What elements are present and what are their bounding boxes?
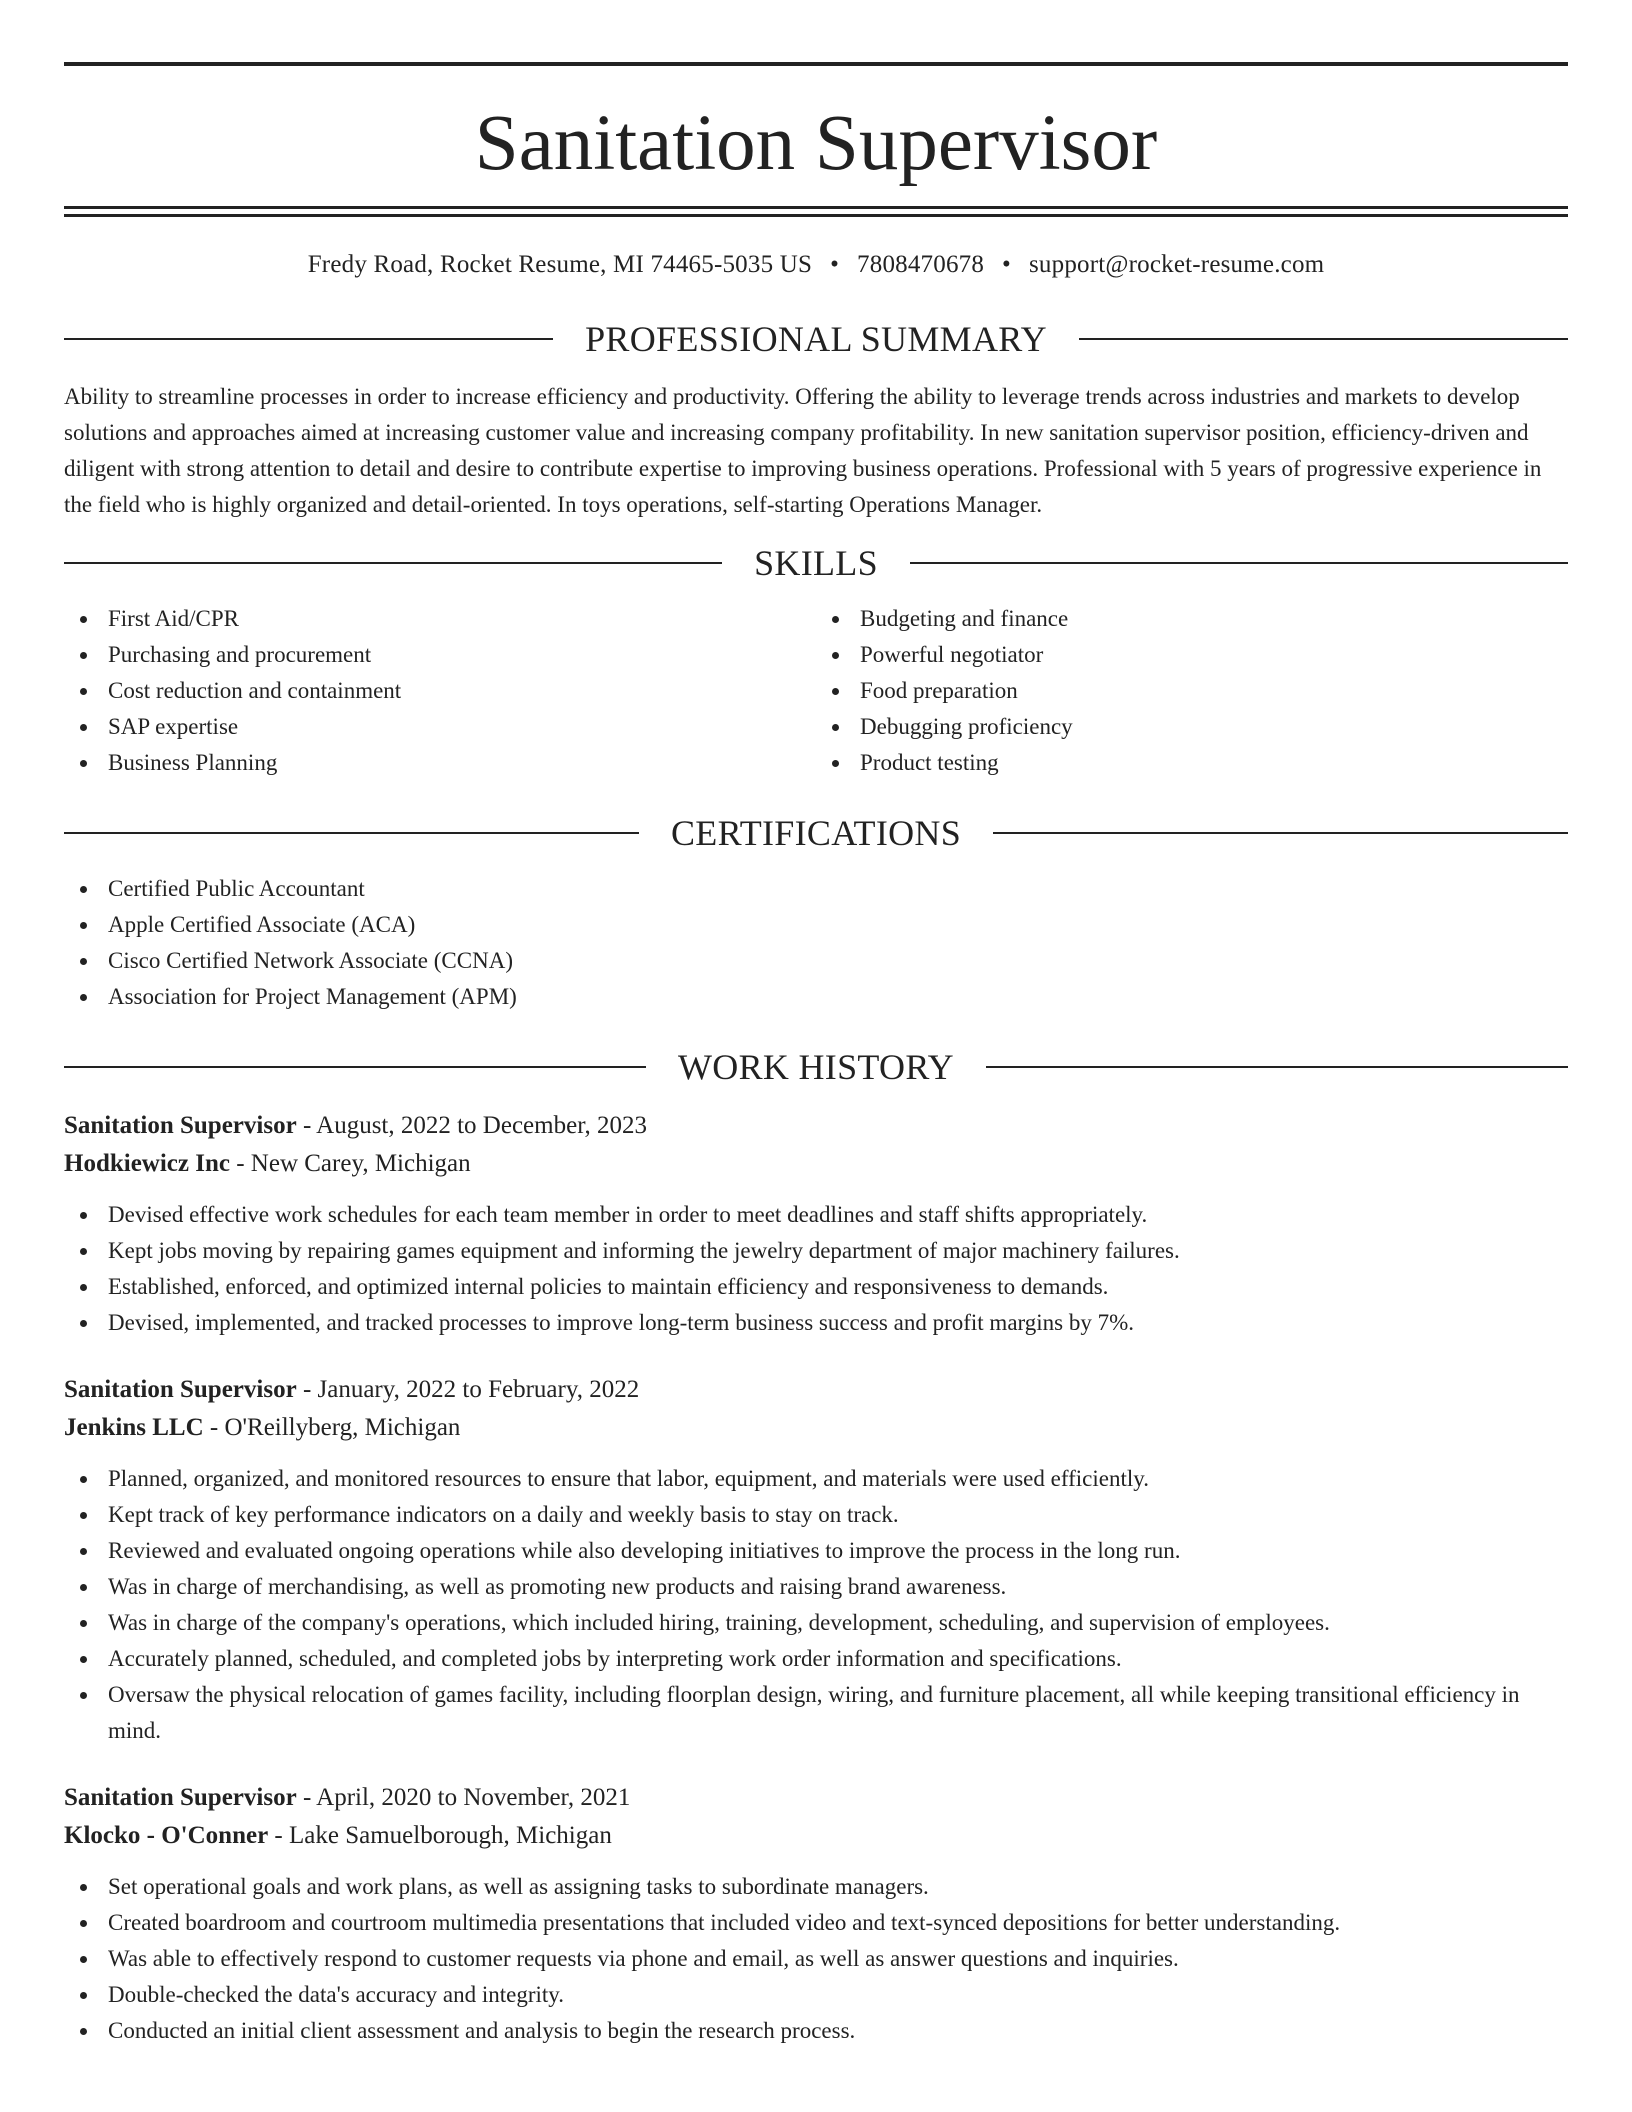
skills-columns	[64, 601, 1568, 781]
job-company: Klocko - O'Conner	[64, 1822, 269, 1849]
job-entry	[64, 1371, 1568, 1749]
skill-item: Product testing	[816, 745, 1568, 781]
contact-address: Fredy Road, Rocket Resume, MI 74465-5035 US	[307, 251, 813, 278]
title-double-rule	[64, 206, 1568, 217]
summary-heading: PROFESSIONAL SUMMARY	[585, 319, 1047, 359]
job-bullet: Devised, implemented, and tracked processes to improve long-term business success and profit margins by 7%.	[64, 1305, 1568, 1341]
job-dates: - August, 2022 to December, 2023	[296, 1112, 648, 1139]
job-bullet: Established, enforced, and optimized internal policies to maintain efficiency and responsiveness to demands.	[64, 1269, 1568, 1305]
certification-item: Apple Certified Associate (ACA)	[64, 907, 1568, 943]
skill-item: First Aid/CPR	[64, 601, 816, 637]
job-dates: - January, 2022 to February, 2022	[296, 1376, 640, 1403]
job-bullet: Oversaw the physical relocation of games facility, including floorplan design, wiring, and furniture placement, all while keeping transitional efficiency in mind.	[64, 1677, 1568, 1749]
resume-title: Sanitation Supervisor	[474, 100, 1158, 187]
job-dates: - April, 2020 to November, 2021	[296, 1784, 631, 1811]
job-bullet: Devised effective work schedules for each team member in order to meet deadlines and staff shifts appropriately.	[64, 1197, 1568, 1233]
job-company-line	[64, 1409, 1568, 1447]
skills-heading: SKILLS	[754, 543, 878, 583]
job-bullet: Was in charge of the company's operations, which included hiring, training, development, scheduling, and supervision of employees.	[64, 1605, 1568, 1641]
job-location: - Lake Samuelborough, Michigan	[268, 1822, 612, 1849]
divider	[910, 562, 1568, 564]
job-location: - O'Reillyberg, Michigan	[203, 1414, 461, 1441]
job-location: - New Carey, Michigan	[229, 1150, 471, 1177]
job-bullet: Double-checked the data's accuracy and integrity.	[64, 1977, 1568, 2013]
work-heading: WORK HISTORY	[678, 1047, 954, 1087]
contact-separator: •	[830, 251, 840, 278]
divider	[64, 338, 553, 340]
certification-item: Certified Public Accountant	[64, 871, 1568, 907]
divider	[986, 1066, 1568, 1068]
divider	[64, 562, 722, 564]
job-entry	[64, 1779, 1568, 2049]
job-bullet: Kept jobs moving by repairing games equipment and informing the jewelry department of major machinery failures.	[64, 1233, 1568, 1269]
certifications-section-header	[64, 815, 1568, 851]
job-title-line	[64, 1371, 1568, 1409]
divider	[64, 832, 639, 834]
summary-section-header	[64, 321, 1568, 357]
certification-item: Cisco Certified Network Associate (CCNA)	[64, 943, 1568, 979]
job-company-line	[64, 1145, 1568, 1183]
contact-line	[64, 251, 1568, 281]
certifications-list	[64, 871, 1568, 1015]
job-bullet: Set operational goals and work plans, as well as assigning tasks to subordinate managers.	[64, 1869, 1568, 1905]
divider	[64, 1066, 646, 1068]
job-title-line	[64, 1107, 1568, 1145]
job-company-line	[64, 1817, 1568, 1855]
job-bullet: Created boardroom and courtroom multimedia presentations that included video and text-synced depositions for better understanding.	[64, 1905, 1568, 1941]
skill-item: Business Planning	[64, 745, 816, 781]
job-bullet: Kept track of key performance indicators on a daily and weekly basis to stay on track.	[64, 1497, 1568, 1533]
job-role: Sanitation Supervisor	[64, 1112, 297, 1139]
work-section-header	[64, 1049, 1568, 1085]
certifications-heading: CERTIFICATIONS	[670, 813, 962, 853]
skills-list-right	[816, 601, 1568, 781]
job-company: Hodkiewicz Inc	[64, 1150, 230, 1177]
skill-item: Cost reduction and containment	[64, 673, 816, 709]
certification-item: Association for Project Management (APM)	[64, 979, 1568, 1015]
job-company: Jenkins LLC	[64, 1414, 204, 1441]
job-bullet: Was able to effectively respond to customer requests via phone and email, as well as answer questions and inquiries.	[64, 1941, 1568, 1977]
job-entry	[64, 1107, 1568, 1341]
contact-phone: 7808470678	[857, 251, 985, 278]
skills-section-header	[64, 545, 1568, 581]
contact-email: support@rocket-resume.com	[1029, 251, 1325, 278]
skill-item: Powerful negotiator	[816, 637, 1568, 673]
job-bullets	[64, 1197, 1568, 1341]
job-bullet: Was in charge of merchandising, as well as promoting new products and raising brand awareness.	[64, 1569, 1568, 1605]
top-rule	[64, 62, 1568, 66]
job-role: Sanitation Supervisor	[64, 1784, 297, 1811]
job-title-line	[64, 1779, 1568, 1817]
summary-text: Ability to streamline processes in order to increase efficiency and productivity. Offering the ability to leverage trends across industries and markets to develop solutions and approaches aimed at increasing customer value and increasing company profitability. In new sanitation supervisor position, efficiency-driven and diligent with strong attention to detail and desire to contribute expertise to improving business operations. Professional with 5 years of progressive experience in the field who is highly organized and detail-oriented. In toys operations, self-starting Operations Manager.	[64, 384, 1542, 517]
job-bullet: Planned, organized, and monitored resources to ensure that labor, equipment, and materials were used efficiently.	[64, 1461, 1568, 1497]
job-bullet: Accurately planned, scheduled, and completed jobs by interpreting work order information and specifications.	[64, 1641, 1568, 1677]
contact-separator: •	[1002, 251, 1011, 278]
divider	[993, 832, 1568, 834]
skill-item: Budgeting and finance	[816, 601, 1568, 637]
job-role: Sanitation Supervisor	[64, 1376, 297, 1403]
skill-item: Purchasing and procurement	[64, 637, 816, 673]
skill-item: Food preparation	[816, 673, 1568, 709]
skill-item: Debugging proficiency	[816, 709, 1568, 745]
job-bullets	[64, 1461, 1568, 1749]
job-bullet: Reviewed and evaluated ongoing operations while also developing initiatives to improve the process in the long run.	[64, 1533, 1568, 1569]
divider	[1079, 338, 1568, 340]
skills-list-left	[64, 601, 816, 781]
skill-item: SAP expertise	[64, 709, 816, 745]
job-bullets	[64, 1869, 1568, 2049]
job-bullet: Conducted an initial client assessment and analysis to begin the research process.	[64, 2013, 1568, 2049]
